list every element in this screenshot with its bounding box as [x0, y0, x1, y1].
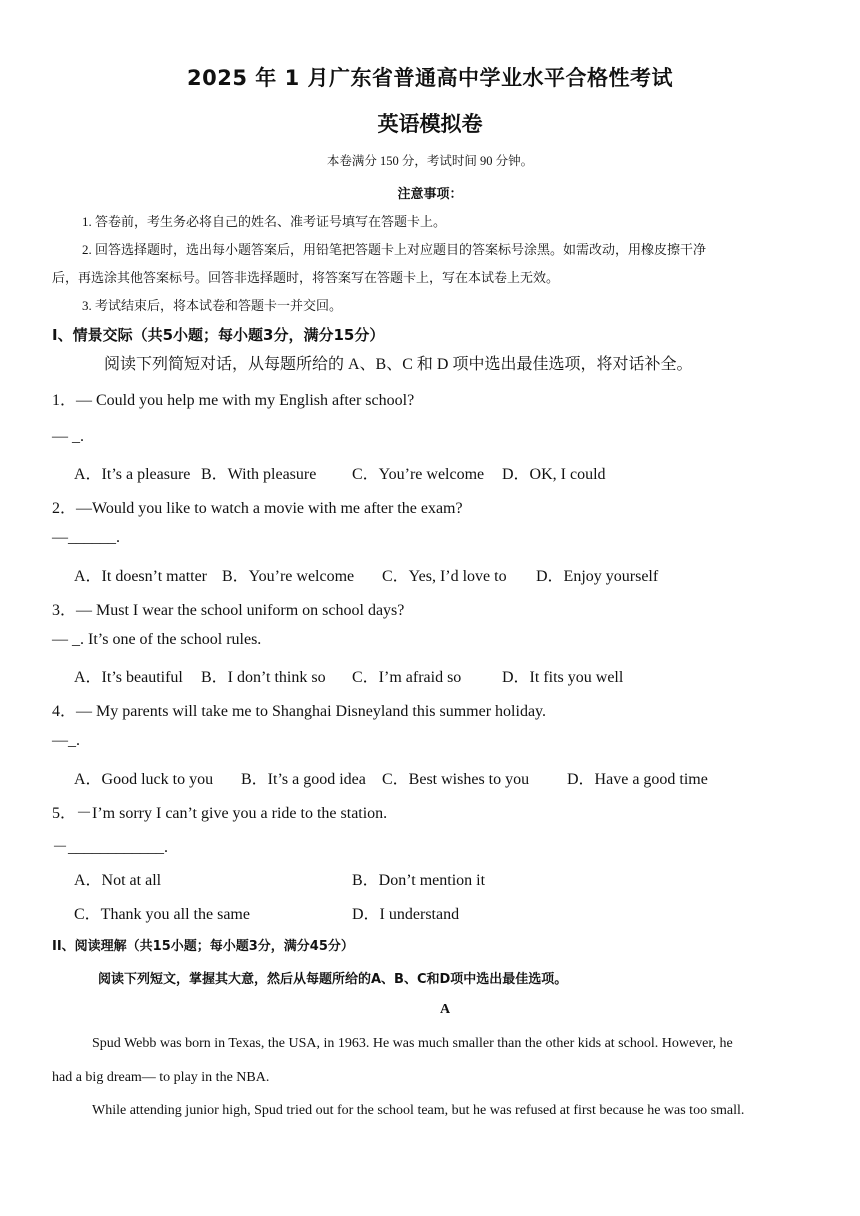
question-prompt: 2．—Would you like to watch a movie with me after the exam? [52, 500, 463, 517]
notice-heading: 注意事项： [397, 187, 463, 202]
section-heading: I、情景交际（共5小题；每小题3分，满分15分） [52, 326, 385, 344]
exam-meta: 本卷满分 150 分，考试时间 90 分钟。 [326, 154, 534, 168]
option-c[interactable]: C．You’re welcome [352, 466, 485, 483]
question-reply: —______. [52, 529, 120, 546]
option-b[interactable]: B．With pleasure [201, 466, 317, 483]
option-d[interactable]: D．Have a good time [567, 771, 708, 788]
option-a[interactable]: A．It’s a pleasure [74, 466, 191, 483]
question-prompt: 3．— Must I wear the school uniform on school days? [52, 602, 405, 619]
option-b[interactable]: B．It’s a good idea [241, 771, 366, 788]
question-prompt: 4．— My parents will take me to Shanghai Disneyland this summer holiday. [52, 703, 547, 720]
notice-item: 3. 考试结束后，将本试卷和答题卡一并交回。 [82, 298, 343, 313]
question-prompt: 5．－I’m sorry I can’t give you a ride to the station. [52, 805, 388, 822]
question-reply: －____________. [52, 839, 169, 856]
option-d[interactable]: D．OK, I could [502, 466, 606, 483]
option-d[interactable]: D．I understand [352, 906, 460, 923]
option-b[interactable]: B．Don’t mention it [352, 872, 486, 889]
option-c[interactable]: C．Best wishes to you [382, 771, 530, 788]
passage-paragraph: had a big dream— to play in the NBA. [52, 1070, 270, 1085]
option-a[interactable]: A．Good luck to you [74, 771, 214, 788]
notice-item: 2. 回答选择题时，选出每小题答案后，用铅笔把答题卡上对应题目的答案标号涂黑。如需改动，用橡皮擦干净 [82, 242, 707, 257]
option-b[interactable]: B．I don’t think so [201, 669, 326, 686]
option-b[interactable]: B．You’re welcome [222, 568, 355, 585]
option-c[interactable]: C．I’m afraid so [352, 669, 462, 686]
exam-title: 2025 年 1 月广东省普通高中学业水平合格性考试 [187, 66, 673, 90]
passage-paragraph: Spud Webb was born in Texas, the USA, in 1963. He was much smaller than the other kids at school. However, he [92, 1036, 733, 1051]
option-a[interactable]: A．It doesn’t matter [74, 568, 208, 585]
question-prompt: 1．— Could you help me with my English after school? [52, 392, 415, 409]
passage-label: A [439, 1002, 451, 1017]
question-reply: — _. It’s one of the school rules. [52, 631, 262, 648]
option-d[interactable]: D．Enjoy yourself [536, 568, 659, 585]
section-heading: II、阅读理解（共15小题；每小题3分，满分45分） [52, 939, 354, 954]
question-reply: —_. [52, 732, 80, 749]
question-reply: — _. [52, 428, 84, 445]
option-c[interactable]: C．Yes, I’d love to [382, 568, 507, 585]
notice-item: 1. 答卷前，考生务必将自己的姓名、准考证号填写在答题卡上。 [82, 214, 447, 229]
passage-paragraph: While attending junior high, Spud tried out for the school team, but he was refused at first because he was too small. [92, 1103, 745, 1118]
notice-item: 后，再选涂其他答案标号。回答非选择题时，将答案写在答题卡上，写在本试卷上无效。 [52, 270, 560, 285]
option-c[interactable]: C．Thank you all the same [74, 906, 250, 923]
exam-subtitle: 英语模拟卷 [377, 112, 483, 136]
section-instruction: 阅读下列简短对话，从每题所给的 A、B、C 和 D 项中选出最佳选项，将对话补全。 [104, 356, 693, 373]
option-d[interactable]: D．It fits you well [502, 669, 624, 686]
option-a[interactable]: A．Not at all [74, 872, 162, 889]
section-instruction: 阅读下列短文，掌握其大意，然后从每题所给的A、B、C和D项中选出最佳选项。 [98, 972, 568, 987]
option-a[interactable]: A．It’s beautiful [74, 669, 183, 686]
